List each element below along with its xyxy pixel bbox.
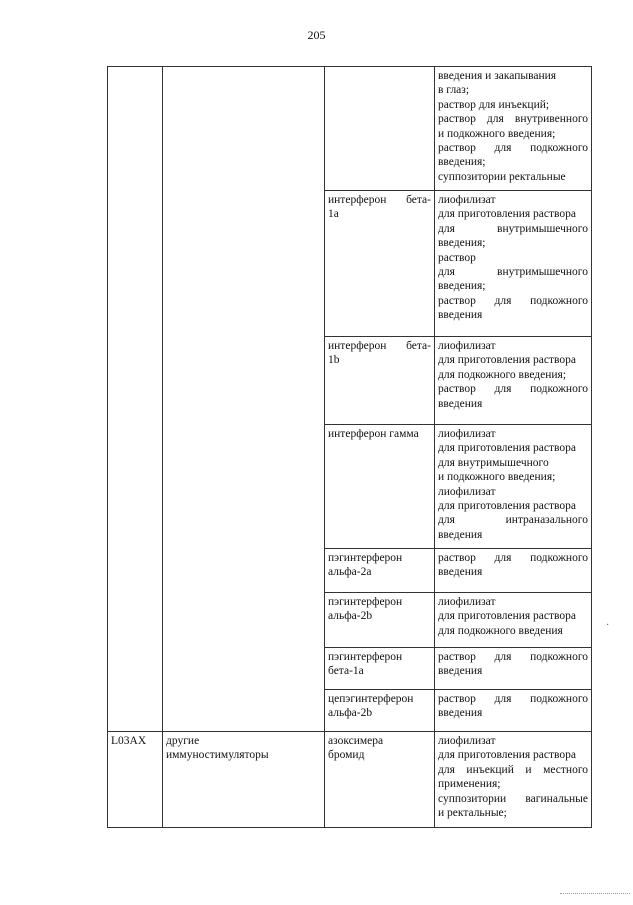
form-line: для интраназального bbox=[438, 514, 588, 527]
drug-name-line: пэгинтерферон bbox=[328, 552, 403, 564]
form-line: раствор для подкожного bbox=[438, 294, 588, 307]
form-line: лиофилизат bbox=[438, 596, 496, 608]
group-cell bbox=[163, 732, 325, 828]
atc-code-cell bbox=[108, 67, 163, 732]
forms-cell bbox=[435, 191, 592, 337]
form-line: для приготовления раствора bbox=[438, 610, 576, 623]
page-number: 205 bbox=[307, 28, 326, 42]
form-line: суппозитории вагинальные bbox=[438, 792, 588, 805]
form-line: раствор для подкожного bbox=[438, 383, 588, 396]
drug-cell bbox=[325, 549, 435, 593]
table-row bbox=[108, 67, 592, 191]
form-line: для подкожного введения bbox=[438, 624, 563, 637]
group-name-line: другие bbox=[166, 735, 200, 747]
form-line: раствор bbox=[438, 251, 476, 264]
form-line: и подкожного введения; bbox=[438, 471, 556, 484]
drug-cell bbox=[325, 337, 435, 425]
drug-name-line: пэгинтерферон bbox=[328, 596, 403, 608]
drug-name-line: интерферон бета- bbox=[328, 194, 431, 206]
group-name-line: иммуностимуляторы bbox=[166, 749, 269, 762]
form-line: введения и закапывания bbox=[438, 70, 557, 82]
scan-speck: · bbox=[606, 620, 610, 631]
form-line: для внутримышечного bbox=[438, 266, 588, 279]
form-line: и подкожного введения; bbox=[438, 127, 556, 140]
form-line: лиофилизат bbox=[438, 428, 496, 440]
drug-cell bbox=[325, 648, 435, 690]
form-line: лиофилизат bbox=[438, 485, 496, 498]
atc-code-cell: L03AX bbox=[108, 732, 163, 828]
forms-cell bbox=[435, 337, 592, 425]
drug-name-line: интерферон бета- bbox=[328, 340, 431, 352]
form-line: суппозитории ректальные bbox=[438, 170, 566, 183]
form-line: раствор для подкожного bbox=[438, 552, 588, 564]
drug-name-line: альфа-2b bbox=[328, 707, 373, 720]
form-line: для приготовления раствора bbox=[438, 208, 576, 221]
form-line: раствор для подкожного bbox=[438, 693, 588, 705]
form-line: для подкожного введения; bbox=[438, 368, 567, 381]
form-line: раствор для подкожного bbox=[438, 142, 588, 155]
form-line: введения bbox=[438, 528, 483, 541]
drug-name-line: азоксимера bbox=[328, 735, 384, 747]
form-line: в глаз; bbox=[438, 84, 470, 97]
drug-name-line: бета-1a bbox=[328, 665, 364, 678]
drug-table bbox=[107, 66, 592, 828]
form-line: лиофилизат bbox=[438, 340, 496, 352]
drug-name-line: цепэгинтерферон bbox=[328, 693, 414, 705]
form-line: введения bbox=[438, 665, 483, 678]
form-line: введения; bbox=[438, 280, 486, 293]
forms-cell bbox=[435, 648, 592, 690]
form-line: для инъекций и местного bbox=[438, 763, 588, 776]
drug-name-line: 1a bbox=[328, 208, 339, 221]
drug-name-line: альфа-2b bbox=[328, 610, 373, 623]
form-line: лиофилизат bbox=[438, 735, 496, 747]
form-line: введения; bbox=[438, 237, 486, 250]
form-line: и ректальные; bbox=[438, 807, 507, 820]
drug-name-line: интерферон гамма bbox=[328, 428, 419, 440]
form-line: для приготовления раствора bbox=[438, 354, 576, 367]
group-cell bbox=[163, 67, 325, 732]
form-line: лиофилизат bbox=[438, 194, 496, 206]
form-line: для внутримышечного bbox=[438, 222, 588, 235]
drug-cell bbox=[325, 191, 435, 337]
drug-name-line: бромид bbox=[328, 749, 365, 762]
form-line: раствор для инъекций; bbox=[438, 98, 550, 111]
drug-cell bbox=[325, 690, 435, 732]
drug-name-line: 1b bbox=[328, 354, 340, 367]
drug-cell bbox=[325, 425, 435, 549]
form-line: раствор для подкожного bbox=[438, 651, 588, 663]
drug-cell bbox=[325, 593, 435, 648]
forms-cell bbox=[435, 67, 592, 191]
forms-cell bbox=[435, 593, 592, 648]
form-line: для приготовления раствора bbox=[438, 442, 576, 455]
form-line: для приготовления раствора bbox=[438, 749, 576, 762]
forms-cell bbox=[435, 549, 592, 593]
drug-cell bbox=[325, 732, 435, 828]
form-line: введения bbox=[438, 309, 483, 322]
form-line: введения; bbox=[438, 156, 486, 169]
form-line: введения bbox=[438, 397, 483, 410]
form-line: введения bbox=[438, 707, 483, 720]
drug-name-line: пэгинтерферон bbox=[328, 651, 403, 663]
forms-cell bbox=[435, 732, 592, 828]
table-row bbox=[108, 732, 592, 828]
forms-cell bbox=[435, 425, 592, 549]
drug-cell bbox=[325, 67, 435, 191]
scan-edge-mark bbox=[560, 893, 630, 894]
form-line: для внутримышечного bbox=[438, 456, 549, 469]
forms-cell bbox=[435, 690, 592, 732]
form-line: применения; bbox=[438, 778, 501, 791]
drug-name-line: альфа-2a bbox=[328, 566, 372, 579]
form-line: введения bbox=[438, 566, 483, 579]
form-line: раствор для внутривенного bbox=[438, 113, 588, 126]
form-line: для приготовления раствора bbox=[438, 500, 576, 513]
